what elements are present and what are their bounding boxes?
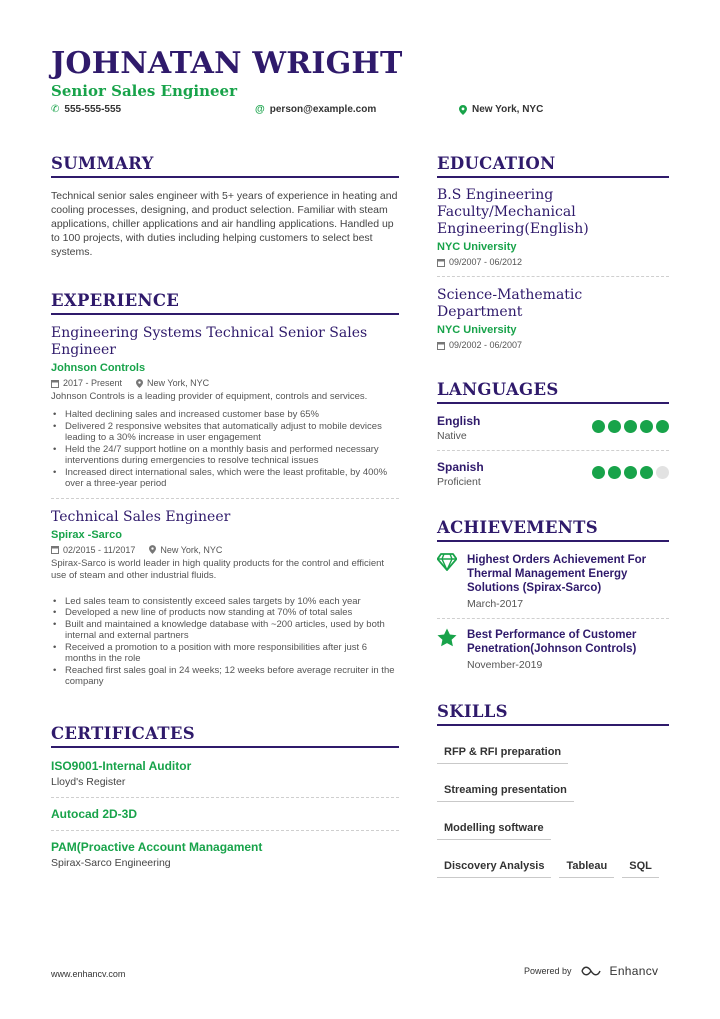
contact-phone: ✆ 555-555-555 bbox=[51, 104, 122, 115]
company-description: Spirax-Sarco is world leader in high quality products for the control and efficient use of steam and other industrial fluids. bbox=[51, 557, 385, 581]
job-bullets bbox=[51, 409, 399, 490]
rating-dot bbox=[640, 466, 653, 479]
rating-dot bbox=[624, 466, 637, 479]
footer-branding bbox=[524, 964, 658, 978]
skills-row bbox=[437, 818, 669, 840]
brand-name: Enhancv bbox=[609, 964, 659, 978]
job-bullet: • Received a promotion to a position with more responsibilities after just 6 months in the role bbox=[51, 642, 399, 665]
job-bullet: • Delivered 2 responsive websites that automatically adjust to mobile devices leading to a 30% increase in user engagement bbox=[51, 421, 399, 444]
language-name: Spanish bbox=[437, 460, 484, 474]
divider bbox=[437, 618, 669, 619]
certificate-title: ISO9001-Internal Auditor bbox=[51, 758, 192, 773]
calendar-icon bbox=[51, 379, 59, 388]
summary-section bbox=[51, 154, 399, 259]
rating-dot bbox=[608, 420, 621, 433]
achievement-date: November-2019 bbox=[467, 659, 543, 671]
location-pin-icon bbox=[459, 105, 467, 115]
language-entry bbox=[437, 460, 669, 488]
rating-dot bbox=[656, 466, 669, 479]
job-bullet: • Led sales team to consistently exceed sales targets by 10% each year bbox=[51, 596, 399, 608]
experience-section bbox=[51, 291, 399, 688]
certificate-issuer: Lloyd's Register bbox=[51, 775, 126, 788]
candidate-name: JOHNATAN WRIGHT bbox=[51, 46, 403, 81]
section-heading: SUMMARY bbox=[51, 154, 399, 178]
candidate-title: Senior Sales Engineer bbox=[51, 82, 237, 100]
rating-dot bbox=[608, 466, 621, 479]
job-bullet: • Reached first sales goal in 24 weeks; 12 weeks before average recruiter in the company bbox=[51, 665, 399, 688]
education-dates: 09/2002 - 06/2007 bbox=[437, 340, 669, 350]
language-rating bbox=[592, 466, 669, 479]
location-pin-icon bbox=[149, 545, 156, 554]
summary-text: Technical senior sales engineer with 5+ years of experience in heating and cooling processes, designing, and product selection. Familiar with steam applications, chiller applications and air handling applications. Handled up to 100 projects, with duties including helping customers to select best systems. bbox=[51, 190, 398, 258]
job-meta bbox=[51, 545, 399, 555]
footer-website[interactable]: www.enhancv.com bbox=[51, 969, 126, 979]
school-name: NYC University bbox=[437, 324, 517, 336]
certificate-issuer: Spirax-Sarco Engineering bbox=[51, 856, 171, 869]
job-dates: 02/2015 - 11/2017 bbox=[51, 545, 135, 555]
divider bbox=[437, 450, 669, 451]
company-name: Johnson Controls bbox=[51, 362, 146, 374]
rating-dot bbox=[592, 420, 605, 433]
job-location: New York, NYC bbox=[149, 545, 222, 555]
experience-entry bbox=[51, 509, 399, 688]
enhancv-logo-icon bbox=[580, 965, 602, 977]
achievement-entry bbox=[437, 553, 669, 610]
skills-row bbox=[437, 856, 669, 878]
job-bullet: • Increased direct international sales, which were the least profitable, by 400% over a three-year period bbox=[51, 467, 399, 490]
job-bullet: • Halted declining sales and increased customer base by 65% bbox=[51, 409, 399, 421]
skill-tag: Modelling software bbox=[437, 822, 551, 840]
skills-section bbox=[437, 702, 669, 878]
education-entry bbox=[437, 287, 669, 350]
skills-row bbox=[437, 780, 669, 802]
section-heading: SKILLS bbox=[437, 702, 669, 726]
skill-tag: Tableau bbox=[559, 860, 614, 878]
job-bullet: • Developed a new line of products now standing at 70% of total sales bbox=[51, 607, 399, 619]
divider bbox=[437, 276, 669, 277]
achievement-title: Highest Orders Achievement For Thermal Management Energy Solutions (Spirax-Sarco) bbox=[467, 554, 647, 594]
company-description: Johnson Controls is a leading provider of equipment, controls and services. bbox=[51, 391, 368, 402]
job-bullets bbox=[51, 596, 399, 688]
degree-title: B.S Engineering Faculty/Mechanical Engineering(English) bbox=[437, 187, 589, 237]
at-icon: @ bbox=[255, 104, 265, 115]
language-level: Proficient bbox=[437, 476, 481, 488]
section-heading: ACHIEVEMENTS bbox=[437, 518, 669, 542]
rating-dot bbox=[656, 420, 669, 433]
skill-tag: SQL bbox=[622, 860, 659, 878]
section-heading: EXPERIENCE bbox=[51, 291, 399, 315]
education-entry bbox=[437, 187, 669, 267]
powered-by-label: Powered by bbox=[524, 966, 572, 976]
certificates-section bbox=[51, 724, 399, 869]
skill-tag: Discovery Analysis bbox=[437, 860, 551, 878]
education-section bbox=[437, 154, 669, 350]
diamond-icon bbox=[437, 553, 457, 571]
rating-dot bbox=[592, 466, 605, 479]
experience-entry bbox=[51, 325, 399, 490]
location-pin-icon bbox=[136, 379, 143, 388]
rating-dot bbox=[640, 420, 653, 433]
languages-section bbox=[437, 380, 669, 488]
calendar-icon bbox=[437, 341, 445, 350]
certificate-title: Autocad 2D-3D bbox=[51, 806, 138, 821]
achievement-date: March-2017 bbox=[467, 598, 524, 610]
education-dates: 09/2007 - 06/2012 bbox=[437, 257, 669, 267]
skill-tag: RFP & RFI preparation bbox=[437, 746, 568, 764]
achievement-title: Best Performance of Customer Penetration(Johnson Controls) bbox=[467, 629, 637, 655]
company-name: Spirax -Sarco bbox=[51, 528, 122, 541]
section-heading: CERTIFICATES bbox=[51, 724, 399, 748]
job-location: New York, NYC bbox=[136, 378, 209, 388]
certificate-entry bbox=[51, 840, 399, 869]
job-bullet: • Built and maintained a knowledge database with ~200 articles, used by both internal and external partners bbox=[51, 619, 399, 642]
achievement-entry bbox=[437, 628, 669, 671]
contact-location: New York, NYC bbox=[459, 104, 543, 115]
language-name: English bbox=[437, 414, 481, 428]
job-title: Engineering Systems Technical Senior Sales Engineer bbox=[51, 325, 368, 358]
certificate-title: PAM(Proactive Account Managament bbox=[51, 839, 263, 854]
language-rating bbox=[592, 420, 669, 433]
right-column bbox=[437, 154, 669, 872]
section-heading: LANGUAGES bbox=[437, 380, 669, 404]
rating-dot bbox=[624, 420, 637, 433]
degree-title: Science-Mathematic Department bbox=[437, 287, 583, 320]
job-bullet: • Held the 24/7 support hotline on a monthly basis and performed necessary interventions during emergencies to resolve technical issues bbox=[51, 444, 399, 467]
achievements-section bbox=[437, 518, 669, 671]
section-heading: EDUCATION bbox=[437, 154, 669, 178]
phone-icon: ✆ bbox=[51, 104, 60, 115]
calendar-icon bbox=[51, 545, 59, 554]
certificate-entry bbox=[51, 807, 399, 821]
certificate-entry bbox=[51, 759, 399, 788]
school-name: NYC University bbox=[437, 241, 517, 253]
left-column bbox=[51, 154, 399, 869]
star-icon bbox=[437, 628, 457, 647]
divider bbox=[51, 830, 399, 831]
contact-email[interactable]: @ person@example.com bbox=[255, 104, 377, 115]
job-meta bbox=[51, 378, 399, 388]
divider bbox=[51, 498, 399, 499]
calendar-icon bbox=[437, 258, 445, 267]
job-dates: 2017 - Present bbox=[51, 378, 122, 388]
language-entry bbox=[437, 414, 669, 442]
job-title: Technical Sales Engineer bbox=[51, 508, 231, 525]
skills-row bbox=[437, 742, 669, 764]
skill-tag: Streaming presentation bbox=[437, 784, 574, 802]
language-level: Native bbox=[437, 430, 467, 442]
divider bbox=[51, 797, 399, 798]
